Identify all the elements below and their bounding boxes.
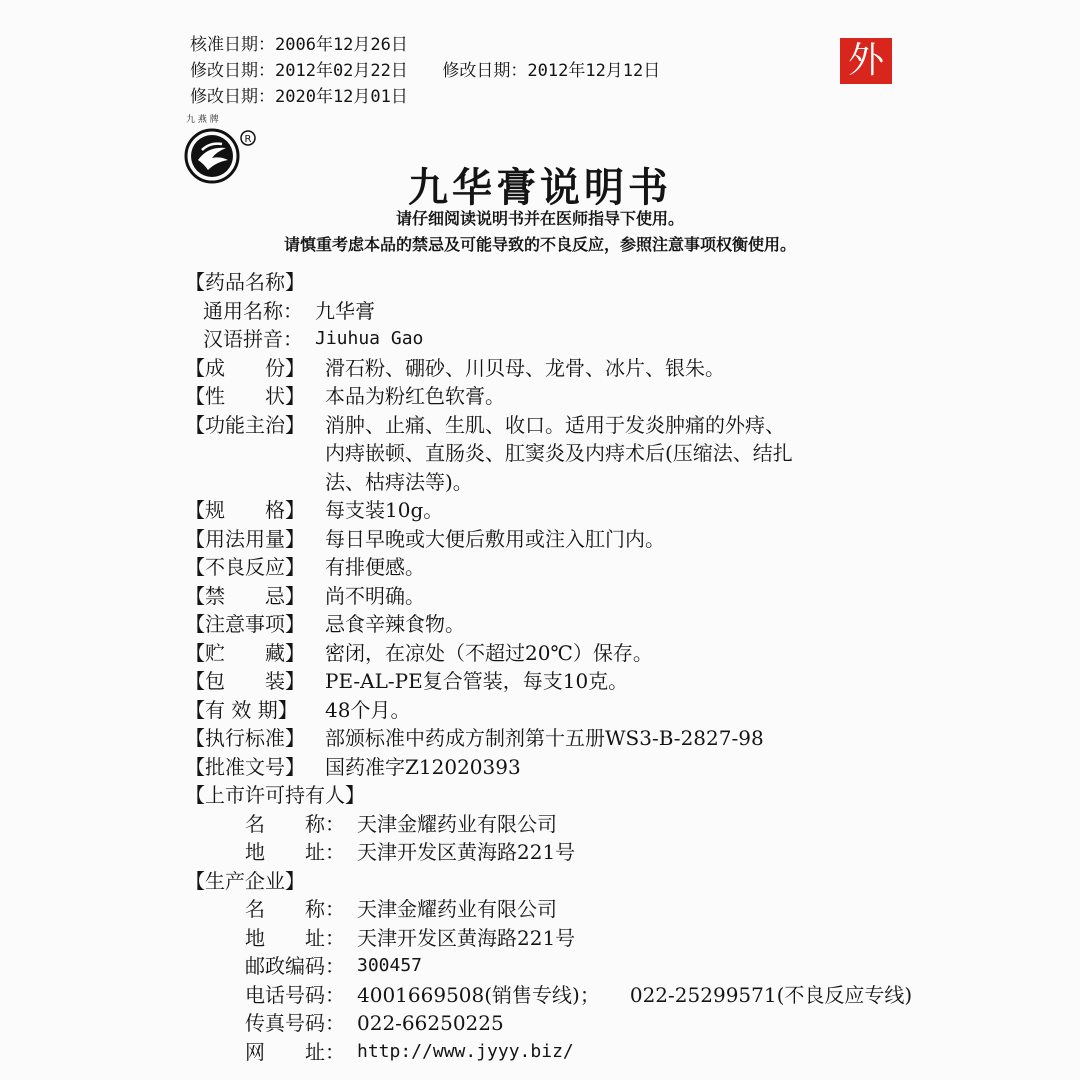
section-approval-number	[185, 753, 945, 782]
section-label: 【成 份】	[185, 355, 305, 380]
external-use-badge: 外	[840, 38, 892, 84]
section-value: 尚不明确。	[325, 583, 425, 608]
section-label: 【批准文号】	[185, 754, 305, 779]
manufacturer-name-value: 天津金耀药业有限公司	[357, 897, 557, 921]
manufacturer-name-label: 名 称：	[245, 897, 345, 921]
manufacturer-address-value: 天津开发区黄海路221号	[357, 925, 576, 950]
website-value: http://www.jyyy.biz/	[357, 1040, 574, 1062]
section-label: 【不良反应】	[185, 555, 305, 579]
phone-sales: 4001669508(销售专线)；	[357, 982, 600, 1007]
section-appearance	[185, 382, 945, 411]
manufacturer-address-row	[185, 924, 945, 953]
svg-text:九 燕 牌: 九 燕 牌	[186, 115, 219, 125]
section-indications-cont	[185, 468, 945, 497]
section-value-line-2: 内痔嵌顿、直肠炎、肛窦炎及内痔术后(压缩法、结扎	[325, 441, 793, 465]
postcode-label: 邮政编码：	[245, 954, 345, 978]
section-label: 【执行标准】	[185, 726, 305, 750]
section-value-line-3: 法、枯痔法等)。	[325, 469, 473, 494]
section-contraindications	[185, 582, 945, 611]
section-value: 每日早晚或大便后敷用或注入肛门内。	[325, 526, 665, 551]
section-dosage	[185, 525, 945, 554]
section-value-line-1: 消肿、止痛、生肌、收口。适用于发炎肿痛的外痔、	[325, 412, 785, 437]
section-value: 每支装10g。	[325, 498, 444, 522]
document-title: 九华膏说明书	[408, 165, 672, 211]
svg-text:R: R	[244, 134, 252, 145]
holder-address-value: 天津开发区黄海路221号	[357, 840, 576, 864]
section-shelf-life	[185, 696, 945, 725]
holder-address-row	[185, 838, 945, 867]
fax-value: 022-66250225	[357, 1011, 504, 1035]
section-value: 部颁标准中药成方制剂第十五册WS3-B-2827-98	[325, 726, 764, 750]
fax-label: 传真号码：	[245, 1011, 345, 1035]
section-indications	[185, 411, 945, 440]
section-packaging	[185, 667, 945, 696]
holder-heading: 【上市许可持有人】	[185, 783, 365, 807]
website-row	[185, 1038, 945, 1067]
manufacturer-name-row	[185, 895, 945, 924]
holder-name-value: 天津金耀药业有限公司	[357, 811, 557, 836]
section-label: 【贮 藏】	[185, 640, 305, 665]
section-label: 【包 装】	[185, 669, 305, 693]
section-value: 有排便感。	[325, 555, 425, 579]
fax-row	[185, 1009, 945, 1038]
section-value: 忌食辛辣食物。	[325, 612, 465, 636]
date-block	[190, 32, 660, 110]
section-storage	[185, 639, 945, 668]
holder-name-label: 名 称：	[245, 811, 345, 836]
drug-name-heading: 【药品名称】	[185, 270, 305, 294]
notice-read-carefully: 请仔细阅读说明书并在医师指导下使用。	[395, 209, 684, 228]
section-label: 【规 格】	[185, 498, 305, 522]
generic-name-value: 九华膏	[315, 298, 375, 323]
section-ingredients	[185, 354, 945, 383]
section-label: 【注意事项】	[185, 612, 305, 636]
approval-date: 核准日期：2006年12月26日	[190, 35, 408, 55]
section-label: 【有 效 期】	[185, 697, 298, 722]
manufacturer-address-label: 地 址：	[245, 925, 345, 950]
section-value: 滑石粉、硼砂、川贝母、龙骨、冰片、银朱。	[325, 355, 725, 380]
leaflet-body	[185, 268, 945, 1066]
section-specification	[185, 496, 945, 525]
notice-contraindications: 请慎重考虑本品的禁忌及可能导致的不良反应，参照注意事项权衡使用。	[283, 235, 796, 254]
postcode-value: 300457	[357, 955, 423, 976]
section-value: PE-AL-PE复合管装，每支10克。	[325, 669, 629, 693]
section-label: 【用法用量】	[185, 526, 305, 551]
pinyin-row	[185, 325, 945, 354]
revision-date-3: 修改日期：2020年12月01日	[190, 87, 408, 107]
section-value: 48个月。	[325, 697, 411, 722]
revision-row	[190, 58, 660, 84]
section-value: 国药准字Z12020393	[325, 754, 521, 779]
phone-adverse: 022-25299571(不良反应专线)	[629, 982, 913, 1007]
section-label: 【功能主治】	[185, 412, 305, 437]
pinyin-label: 汉语拼音：	[203, 327, 303, 351]
generic-name-row	[185, 297, 945, 326]
section-indications-cont	[185, 439, 945, 468]
section-value: 密闭，在凉处（不超过20℃）保存。	[325, 640, 653, 665]
postcode-row	[185, 952, 945, 981]
section-adverse-reactions	[185, 553, 945, 582]
revision-date-2: 修改日期：2012年12月12日	[442, 61, 661, 81]
revision-date-1: 修改日期：2012年02月22日	[190, 61, 408, 81]
holder-name-row	[185, 810, 945, 839]
website-label: 网 址：	[245, 1039, 345, 1064]
phone-row	[185, 981, 945, 1010]
section-label: 【性 状】	[185, 384, 305, 408]
section-label: 【禁 忌】	[185, 583, 305, 608]
pinyin-value: Jiuhua Gao	[315, 328, 424, 349]
section-value: 本品为粉红色软膏。	[325, 384, 505, 408]
generic-name-label: 通用名称：	[203, 298, 303, 323]
section-standard	[185, 724, 945, 753]
section-precautions	[185, 610, 945, 639]
holder-address-label: 地 址：	[245, 840, 345, 864]
manufacturer-heading: 【生产企业】	[185, 868, 305, 893]
phone-label: 电话号码：	[245, 982, 345, 1007]
